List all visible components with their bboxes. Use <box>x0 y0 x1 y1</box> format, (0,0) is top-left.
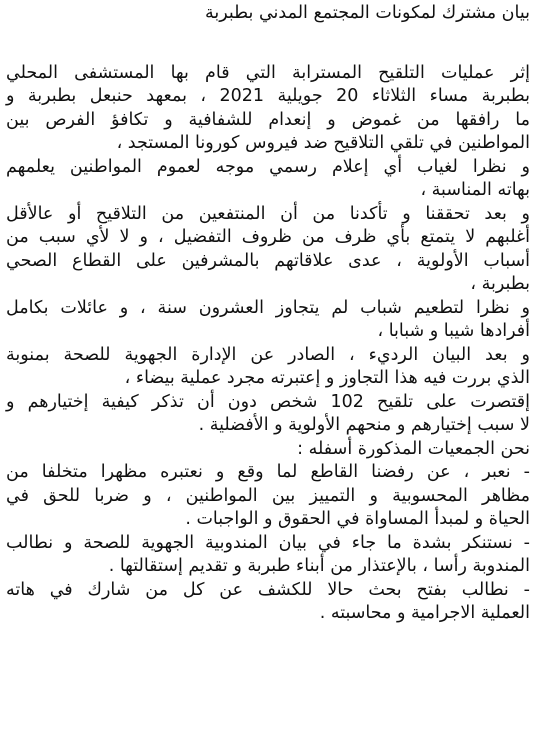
paragraph-line: بهاته المناسبة ، <box>420 180 530 200</box>
list-item-line: - نعبر ، عن رفضنا القاطع لما وقع و نعتبره مظهرا متخلفا من <box>6 462 530 482</box>
paragraph-line: لا سبب إختيارهم و منحهم الأولوية و الأفضلية . <box>198 415 530 435</box>
list-item-line: المندوبة رأسا ، بالإعتذار من أبناء طبربة و تقديم إستقالتها . <box>108 556 530 576</box>
paragraph-line: و نظرا لغياب أي إعلام رسمي موجه لعموم المواطنين يعلمهم <box>6 156 530 177</box>
paragraph-line: أفرادها شيبا و شبابا ، <box>377 321 530 341</box>
paragraph-line: و نظرا لتطعيم شباب لم يتجاوز العشرون سنة ، و عائلات بكامل <box>6 297 530 318</box>
paragraph-line: المواطنين في تلقي التلاقيح ضد فيروس كورونا المستجد ، <box>116 133 530 153</box>
section-heading: نحن الجمعيات المذكورة أسفله : <box>297 438 530 459</box>
list-item-line: - نستنكر بشدة ما جاء في بيان المندوبية الجهوية للصحة و نطالب <box>6 532 530 553</box>
paragraph-line: ما رافقها من غموض و إنعدام للشفافية و تكافؤ الفرص بين <box>6 109 530 130</box>
paragraph-line: بطبربة مساء الثلاثاء 20 جويلية 2021 ، بمعهد حنبعل بطبربة و <box>6 86 531 106</box>
paragraph-line: إقتصرت على تلقيح 102 شخص دون أن تذكر كيفية إختيارهم و <box>6 391 531 412</box>
list-item-line: مظاهر المحسوبية و التمييز بين المواطنين ، و ضربا للحق في <box>6 485 530 506</box>
paragraph-line: الذي بررت فيه هذا التجاوز و إعتبرته مجرد عملية بيضاء ، <box>124 368 530 388</box>
paragraph-line: أسباب الأولوية ، عدى علاقاتهم بالمشرفين على القطاع الصحي <box>6 250 530 271</box>
document-title: بيان مشترك لمكونات المجتمع المدني بطبربة <box>204 3 530 23</box>
list-item-line: العملية الاجرامية و محاسبته . <box>319 603 530 623</box>
list-item-line: - نطالب بفتح بحث حالا للكشف عن كل من شارك في هاته <box>6 579 530 600</box>
spacer <box>6 26 530 62</box>
list-item-line: الحياة و لمبدأ المساواة في الحقوق و الواجبات . <box>185 509 530 529</box>
paragraph-line: و بعد البيان الرديء ، الصادر عن الإدارة الجهوية للصحة بمنوبة <box>6 344 530 365</box>
paragraph-line: أغلبهم لا يتمتع بأي ظرف من ظروف التفضيل ، و لا لأي سبب من <box>6 227 530 247</box>
paragraph-line: إثر عمليات التلقيح المسترابة التي قام بها المستشفى المحلي <box>6 62 530 83</box>
paragraph-line: و بعد تحققنا و تأكدنا من أن المنتفعين من التلاقيح أو عالأقل <box>6 203 530 224</box>
paragraph-line: بطبربة ، <box>470 274 530 294</box>
